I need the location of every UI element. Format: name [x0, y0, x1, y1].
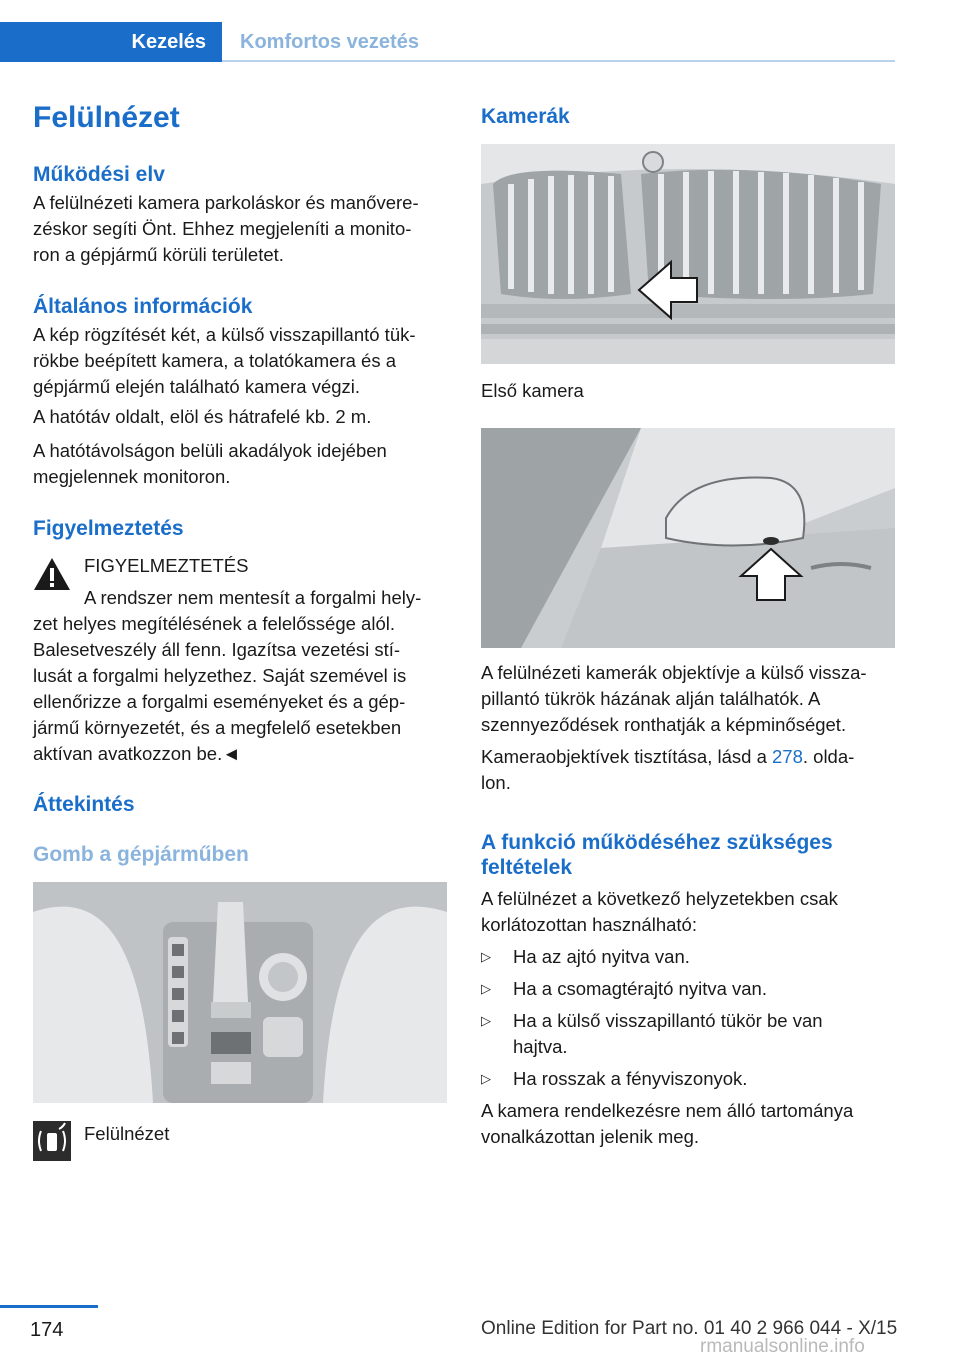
header-rule	[222, 60, 895, 62]
text-line: pillantó tükrök házának alján találhatók. A	[481, 688, 821, 709]
bullet-triangle-icon: ▷	[481, 949, 491, 964]
heading-feltetelek	[481, 830, 833, 880]
warning-title: FIGYELMEZTETÉS	[84, 555, 249, 576]
text-line: A felülnézeti kamerák objektívje a külső vissza‐	[481, 662, 867, 683]
bullet-triangle-icon: ▷	[481, 1071, 491, 1086]
paragraph-general-2: A hatótáv oldalt, elöl és hátrafelé kb. 2 m.	[33, 406, 372, 427]
text-line: korlátozottan használható:	[481, 914, 697, 935]
mirror-camera-image	[481, 428, 895, 648]
list-item-text: Ha a külső visszapillantó tükör be van hajtva.	[513, 1010, 823, 1057]
heading-attekintes: Áttekintés	[33, 793, 135, 816]
text-before-link: Kameraobjektívek tisztítása, lásd a	[481, 746, 772, 767]
paragraph-objektiv	[481, 660, 867, 738]
header-tabs	[0, 22, 895, 62]
text-line: A kép rögzítését két, a külső visszapillantó tük‐	[33, 324, 416, 345]
paragraph-mukodesi-elv	[33, 190, 419, 268]
text-line	[481, 744, 854, 770]
bullet-triangle-icon: ▷	[481, 1013, 491, 1028]
paragraph-conditions-outro	[481, 1098, 853, 1150]
text-line: gépjármű elején található kamera végzi.	[33, 376, 361, 397]
page-number: 174	[30, 1319, 64, 1341]
text-line: ron a gépjármű körüli területet.	[33, 244, 284, 265]
tab-komfortos-vezetes[interactable]: Komfortos vezetés	[240, 31, 419, 53]
page-title: Felülnézet	[33, 101, 180, 134]
icon-label-felulnezet: Felülnézet	[84, 1123, 170, 1144]
text-after-link: . olda‐	[802, 746, 855, 767]
heading-altalanos-informaciok: Általános információk	[33, 295, 253, 318]
text-line: lusát a forgalmi helyzethez. Saját szemével is	[33, 665, 407, 686]
center-console-image	[33, 882, 447, 1103]
tab-kezeles[interactable]: Kezelés	[0, 22, 222, 62]
text-line: lon.	[481, 772, 511, 793]
text-line: zéskor segíti Önt. Ehhez megjeleníti a monito‐	[33, 218, 412, 239]
text-line: jármű környezetét, és a megfelelő esetekben	[33, 717, 402, 738]
heading-line: A funkció működéséhez szükséges	[481, 831, 833, 854]
footer-edition: Online Edition for Part no. 01 40 2 966 044 - X/15	[481, 1318, 898, 1339]
text-line: A felülnézeti kamera parkoláskor és manővere‐	[33, 192, 419, 213]
front-camera-image	[481, 144, 895, 364]
list-item-text: Ha az ajtó nyitva van.	[513, 946, 690, 967]
footer-rule	[0, 1305, 98, 1308]
text-line: szennyeződések ronthatják a képminőséget.	[481, 714, 847, 735]
list-item-text: Ha rosszak a fényviszonyok.	[513, 1068, 748, 1089]
text-line: A felülnézet a következő helyzetekben csak	[481, 888, 838, 909]
subheading-gomb: Gomb a gépjárműben	[33, 843, 249, 866]
watermark: rmanualsonline.info	[700, 1336, 865, 1357]
heading-line: feltételek	[481, 856, 573, 879]
list-item-text: Ha a csomagtérajtó nyitva van.	[513, 978, 767, 999]
heading-figyelmeztetes: Figyelmeztetés	[33, 517, 184, 540]
warning-body	[33, 611, 406, 767]
warning-line-1: A rendszer nem mentesít a forgalmi hely‐	[84, 587, 422, 608]
text-line: A hatótávolságon belüli akadályok idejében	[33, 440, 387, 461]
warning-icon	[33, 556, 71, 592]
park-view-icon	[33, 1121, 71, 1161]
paragraph-tisztitas	[481, 744, 854, 796]
text-line: zet helyes megítélésének a felelőssége alól.	[33, 613, 395, 634]
heading-mukodesi-elv: Működési elv	[33, 163, 165, 186]
paragraph-general-1	[33, 322, 416, 400]
text-line: Balesetveszély áll fenn. Igazítsa vezetési stí‐	[33, 639, 401, 660]
text-line: A kamera rendelkezésre nem álló tartománya	[481, 1100, 854, 1121]
text-line: megjelennek monitoron.	[33, 466, 231, 487]
text-line: ellenőrizze a forgalmi eseményeket és a gép‐	[33, 691, 406, 712]
bullet-triangle-icon: ▷	[481, 981, 491, 996]
heading-kamerak: Kamerák	[481, 105, 570, 128]
paragraph-conditions-intro	[481, 886, 838, 938]
paragraph-general-3	[33, 438, 387, 490]
text-line: vonalkázottan jelenik meg.	[481, 1126, 700, 1147]
page-link-278[interactable]: 278	[772, 746, 803, 767]
text-line: rökbe beépített kamera, a tolatókamera és a	[33, 350, 397, 371]
text-line: aktívan avatkozzon be.◄	[33, 743, 241, 764]
caption-elso-kamera: Első kamera	[481, 380, 584, 401]
